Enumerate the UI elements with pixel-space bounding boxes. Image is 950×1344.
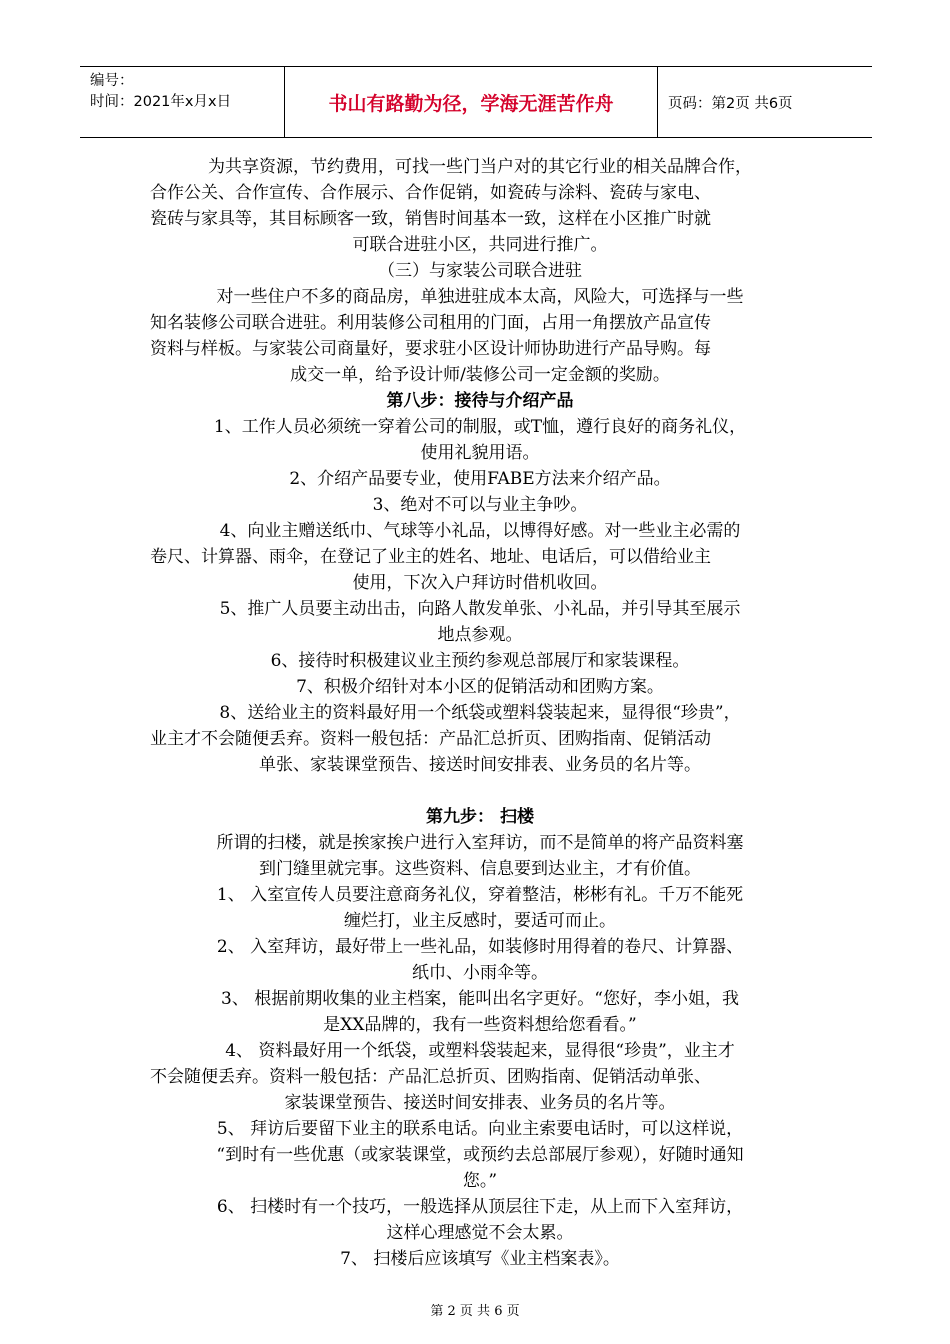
step9-heading: 第九步： 扫楼 xyxy=(426,807,534,827)
text-line: 家装课堂预告、接送时间安排表、业务员的名片等。 xyxy=(284,1093,676,1113)
document-body xyxy=(150,154,810,1272)
text-line: 这样心理感觉不会太累。 xyxy=(386,1223,574,1243)
text-line: 7、积极介绍针对本小区的促销活动和团购方案。 xyxy=(296,677,664,697)
page-footer: 第 2 页 共 6 页 xyxy=(430,1304,520,1319)
text-line: 资料与样板。与家装公司商量好，要求驻小区设计师协助进行产品导购。每 xyxy=(150,339,711,359)
text-line: 不会随便丢弃。资料一般包括：产品汇总折页、团购指南、促销活动单张、 xyxy=(150,1067,711,1087)
text-line: 4、向业主赠送纸巾、气球等小礼品，以博得好感。对一些业主必需的 xyxy=(219,521,741,541)
text-line: 卷尺、计算器、雨伞，在登记了业主的姓名、地址、电话后，可以借给业主 xyxy=(150,547,711,567)
text-line: 到门缝里就完事。这些资料、信息要到达业主，才有价值。 xyxy=(259,859,701,879)
text-line: 地点参观。 xyxy=(437,625,523,645)
text-line: 单张、家装课堂预告、接送时间安排表、业务员的名片等。 xyxy=(259,755,701,775)
text-line: 2、 入室拜访，最好带上一些礼品，如装修时用得着的卷尺、计算器、 xyxy=(216,937,744,957)
text-line: 对一些住户不多的商品房，单独进驻成本太高，风险大，可选择与一些 xyxy=(216,287,744,307)
text-line: 缠烂打，业主反感时，要适可而止。 xyxy=(344,911,616,931)
motto: 书山有路勤为径，学海无涯苦作舟 xyxy=(285,67,658,137)
text-line: 业主才不会随便丢弃。资料一般包括：产品汇总折页、团购指南、促销活动 xyxy=(150,729,711,749)
text-line: 使用礼貌用语。 xyxy=(420,443,540,463)
text-line: 使用，下次入户拜访时借机收回。 xyxy=(352,573,608,593)
text-line: 瓷砖与家具等，其目标顾客一致，销售时间基本一致，这样在小区推广时就 xyxy=(150,209,711,229)
number-label: 编号： xyxy=(90,73,134,89)
text-line: 8、送给业主的资料最好用一个纸袋或塑料袋装起来，显得很“珍贵”， xyxy=(219,703,741,723)
page-label: 页码：第2页 共6页 xyxy=(668,95,793,112)
text-line: 1、工作人员必须统一穿着公司的制服，或T恤，遵行良好的商务礼仪， xyxy=(213,417,747,437)
text-line: 可联合进驻小区，共同进行推广。 xyxy=(352,235,608,255)
text-line: 6、 扫楼时有一个技巧，一般选择从顶层往下走，从上而下入室拜访， xyxy=(216,1197,744,1217)
text-line: 成交一单，给予设计师/装修公司一定金额的奖励。 xyxy=(290,365,670,385)
subheading: （三）与家装公司联合进驻 xyxy=(378,261,582,281)
text-line: 3、绝对不可以与业主争吵。 xyxy=(372,495,588,515)
date-label: 时间：2021年x月x日 xyxy=(90,94,232,110)
text-line: 所谓的扫楼，就是挨家挨户进行入室拜访，而不是简单的将产品资料塞 xyxy=(216,833,744,853)
step8-heading: 第八步：接待与介绍产品 xyxy=(386,391,574,411)
text-line: 为共享资源，节约费用，可找一些门当户对的其它行业的相关品牌合作， xyxy=(208,157,752,177)
text-line: 2、介绍产品要专业，使用FABE方法来介绍产品。 xyxy=(289,469,671,489)
text-line: 6、接待时积极建议业主预约参观总部展厅和家装课程。 xyxy=(270,651,690,671)
header-info-cell xyxy=(80,67,285,137)
text-line: 是XX品牌的，我有一些资料想给您看看。” xyxy=(323,1015,637,1035)
header-table xyxy=(80,66,872,138)
text-line: 3、 根据前期收集的业主档案，能叫出名字更好。“您好，李小姐，我 xyxy=(221,989,739,1009)
text-line: 纸巾、小雨伞等。 xyxy=(412,963,548,983)
text-line: 5、推广人员要主动出击，向路人散发单张、小礼品，并引导其至展示 xyxy=(219,599,741,619)
text-line: 7、 扫楼后应该填写《业主档案表》。 xyxy=(340,1249,620,1269)
text-line: 知名装修公司联合进驻。利用装修公司租用的门面，占用一角摆放产品宣传 xyxy=(150,313,711,333)
text-line: 4、 资料最好用一个纸袋，或塑料袋装起来，显得很“珍贵”，业主才 xyxy=(225,1041,735,1061)
text-line: “到时有一些优惠（或家装课堂，或预约去总部展厅参观），好随时通知 xyxy=(216,1145,744,1165)
text-line: 1、 入室宣传人员要注意商务礼仪，穿着整洁，彬彬有礼。千万不能死 xyxy=(216,885,744,905)
text-line: 合作公关、合作宣传、合作展示、合作促销，如瓷砖与涂料、瓷砖与家电、 xyxy=(150,183,711,203)
text-line: 您。” xyxy=(462,1171,498,1191)
text-line: 5、 拜访后要留下业主的联系电话。向业主索要电话时，可以这样说， xyxy=(216,1119,744,1139)
